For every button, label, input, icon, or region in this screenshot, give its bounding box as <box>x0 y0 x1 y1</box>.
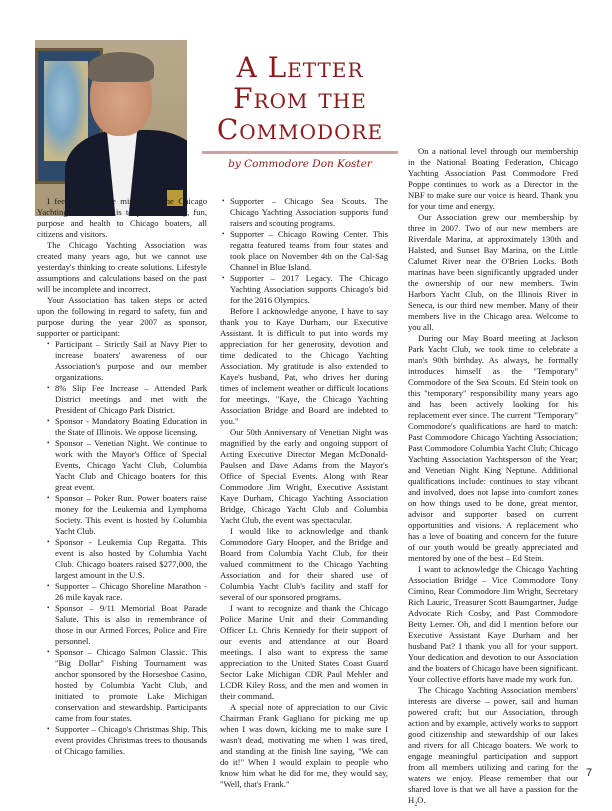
commodore-photo <box>35 40 187 216</box>
paragraph: During our May Board meeting at Jackson Park Yacht Club, we took time to celebrate a man's 90th birthday. As always, he formally introduces himself as the "Temporary" Commodore of the Sea Scouts. Ed Stein took on this "temporary" responsibility many years ago and has been actively looking for his replacement ever since. The current "Temporary" Commodore's qualifications are hard to match: Past Commodore Chicago Yachting Association; Past Commodore Columbia Yacht Club; Chicago Yachting Association Yachtsperson of the Year; and Venetian Night King Neptune. Additional qualifications include: continues to stay vibrant and involved, does not lapse into comfort zones on how things used to be done, great mentor, advisor and supporter based on current opportunities and visions. A replacement who has a love of boating and concern for the future of our youth would be greatly appreciated and mentored by one of the best – Ed Stein. <box>408 333 578 563</box>
activities-list <box>37 339 207 757</box>
paragraph: On a national level through our membership in the National Boating Federation, Chicago Yachting Association Past Commodore Fred Poppe continues to work as a Director in the NBF to make sure our voice is heard. Thank you for your time and energy. <box>408 146 578 211</box>
title-divider <box>202 151 398 154</box>
page-number: 7 <box>586 767 593 779</box>
list-item: • Supporter – Chicago Sea Scouts. The Chicago Yachting Association supports fund raisers and scouting programs. <box>222 196 388 229</box>
column-1 <box>37 196 207 757</box>
paragraph: I would like to acknowledge and thank Commodore Gary Hooper, and the Bridge and Board from Columbia Yacht Club, for their valued commitment to the Chicago Yachting Association and for their shared use of Columbia Yacht Club's facility and staff for several of our sponsored programs. <box>220 526 388 602</box>
paragraph: A special note of appreciation to our Civic Chairman Frank Gagliano for picking me up when I was down, kicking me to make sure I wasn't dead, motivating me when I was tired, and standing at the finish line saying, "We can do it!" When I would explain to people who know him what he did for me, they would say, "Well, that's Frank." <box>220 702 388 789</box>
closing-suffix: O. <box>417 795 426 805</box>
paragraph: I want to acknowledge the Chicago Yachting Association Bridge – Vice Commodore Tony Cimino, Rear Commodore Jim Wright, Secretary Rich Lauric, Treasurer Scott Baumgartner, Judge Advocate Rich Cosby, and Past Commodore Betty Lerner. Oh, and did I mention before our Executive Assistant Kaye Durham and her husband Pat? I thank you all for your support. Your dedication and devotion to our Association and the boaters of Chicago have been significant. Your collective efforts have made my work fun. <box>408 564 578 684</box>
paragraph: I want to recognize and thank the Chicago Police Marine Unit and their Commanding Officer Lt. Chris Kennedy for their support of our events and attendance at our Board meetings. I also want to express the same appreciation to the United States Coast Guard Sector Lake Michigan CDR Paul Mehler and LCDR Kiley Ross, and the men and women in their command. <box>220 603 388 701</box>
title-line: A Letter <box>236 51 364 84</box>
paragraph: Our 50th Anniversary of Venetian Night was magnified by the early and ongoing support of Acting Executive Director Megan McDonald-Paulsen and Dave Adams from the Mayor's Office of Special Events. Along with Rear Commodore Jim Wright, Executive Assistant Kaye Durham, Chicago Yachting Association Bridge, Chicago Yacht Club and Columbia Yacht Club, the event was spectacular. <box>220 427 388 525</box>
list-item: • Sponsor - Mandatory Boating Education in the State of Illinois. We oppose licensing. <box>47 416 207 438</box>
list-item: • Sponsor – Venetian Night. We continue to work with the Mayor's Office of Special Events, Chicago Yacht Club, Columbia Yacht Club and Chicago boaters for this great event. <box>47 438 207 493</box>
subscript-2: 2 <box>414 801 418 808</box>
activities-list-continued <box>220 196 388 306</box>
byline: by Commodore Don Koster <box>228 158 372 170</box>
list-item: • Supporter – Chicago Rowing Center. This regatta featured teams from four states and took place on November 4th on the Cal-Sag Channel in Blue Island. <box>222 229 388 273</box>
list-item: • Sponsor – Chicago Salmon Classic. This "Big Dollar" Fishing Tournament was anchor sponsored by the Horseshoe Casino, hosted by Columbia Yacht Club, and initiated to promote Lake Michigan conservation and stewardship. Participants came from four states. <box>47 647 207 724</box>
paragraph: Our Association grew our membership by three in 2007. Two of our new members are Riverdale Marina, at approximately 130th and Halsted, and Sunset Bay Marina, on the Little Calumet River near the O'Brien Locks. Both marinas have been significantly upgraded under the ownership of our new members. Twin Harbors Yacht Club, on the Illinois River in Seneca, is our third new member. Many of their members live in the Chicago area. Welcome to you all. <box>408 212 578 332</box>
list-item: • Sponsor – 9/11 Memorial Boat Parade Salute. This is also in remembrance of those in our Armed Forces, Police and Fire personnel. <box>47 603 207 647</box>
paragraph: Before I acknowledge anyone, I have to say thank you to Kaye Durham, our Executive Assistant. It is difficult to put into words my appreciation for her generosity, devotion and time dedicated to the Chicago Yachting Association. My gratitude is also extended to Kaye's husband, Pat, who drives her during times of inclement weather or difficult locations for meetings. "Kaye, the Chicago Yachting Association Bridge and Board are indebted to you." <box>220 306 388 426</box>
list-item: • Participant – Strictly Sail at Navy Pier to increase boaters' awareness of our Association's purpose and our member organizations. <box>47 339 207 383</box>
list-item: • Sponsor – Poker Run. Power boaters raise money for the Leukemia and Lymphoma Society. This event is hosted by Columbia Yacht Club. <box>47 493 207 537</box>
article-title <box>200 52 400 145</box>
list-item: • Supporter – 2017 Legacy. The Chicago Yachting Association supports Chicago's bid for the 2016 Olympics. <box>222 273 388 306</box>
paragraph: Your Association has taken steps or acted upon the following in regard to safety, fun and purpose during the year 2007 as sponsor, supporter or participant: <box>37 295 207 338</box>
column-3 <box>408 146 578 811</box>
list-item: • Sponsor - Leukemia Cup Regatta. This event is also hosted by Columbia Yacht Club. Chicago boaters raised $277,000, the largest amount in the U.S. <box>47 537 207 581</box>
list-item: • Supporter – Chicago Shoreline Marathon - 26 mile kayak race. <box>47 581 207 603</box>
list-item: • Supporter – Chicago's Christmas Ship. This event provides Christmas trees to thousands of Chicago families. <box>47 724 207 757</box>
closing-text: The Chicago Yachting Association members' interests are diverse – power, sail and human powered craft; but our Association, through action and by example, actively works to support good citizenship and stewardship of our lakes and rivers for all Chicago boaters. We work to engage meaningful participation and support from all members utilizing and caring for the waters we enjoy. Please remember that our shared love is that we all have a passion for the H <box>408 685 578 805</box>
title-line: From the <box>233 82 367 115</box>
column-2 <box>220 196 388 790</box>
title-line: Commodore <box>216 113 384 146</box>
paragraph: The Chicago Yachting Association was created many years ago, but we cannot use yesterday's thinking to create solutions. Lifestyle assumptions and calculations based on the past will be incomplete and incorrect. <box>37 240 207 294</box>
photo-hair <box>88 52 154 82</box>
paragraph: I feel that the life mission of the Chicago Yachting Association is to provide safety, fun, purpose and health to Chicago boaters, all citizens and visitors. <box>37 196 207 239</box>
list-item: • 8% Slip Fee Increase – Attended Park District meetings and met with the President of Chicago Park District. <box>47 383 207 416</box>
